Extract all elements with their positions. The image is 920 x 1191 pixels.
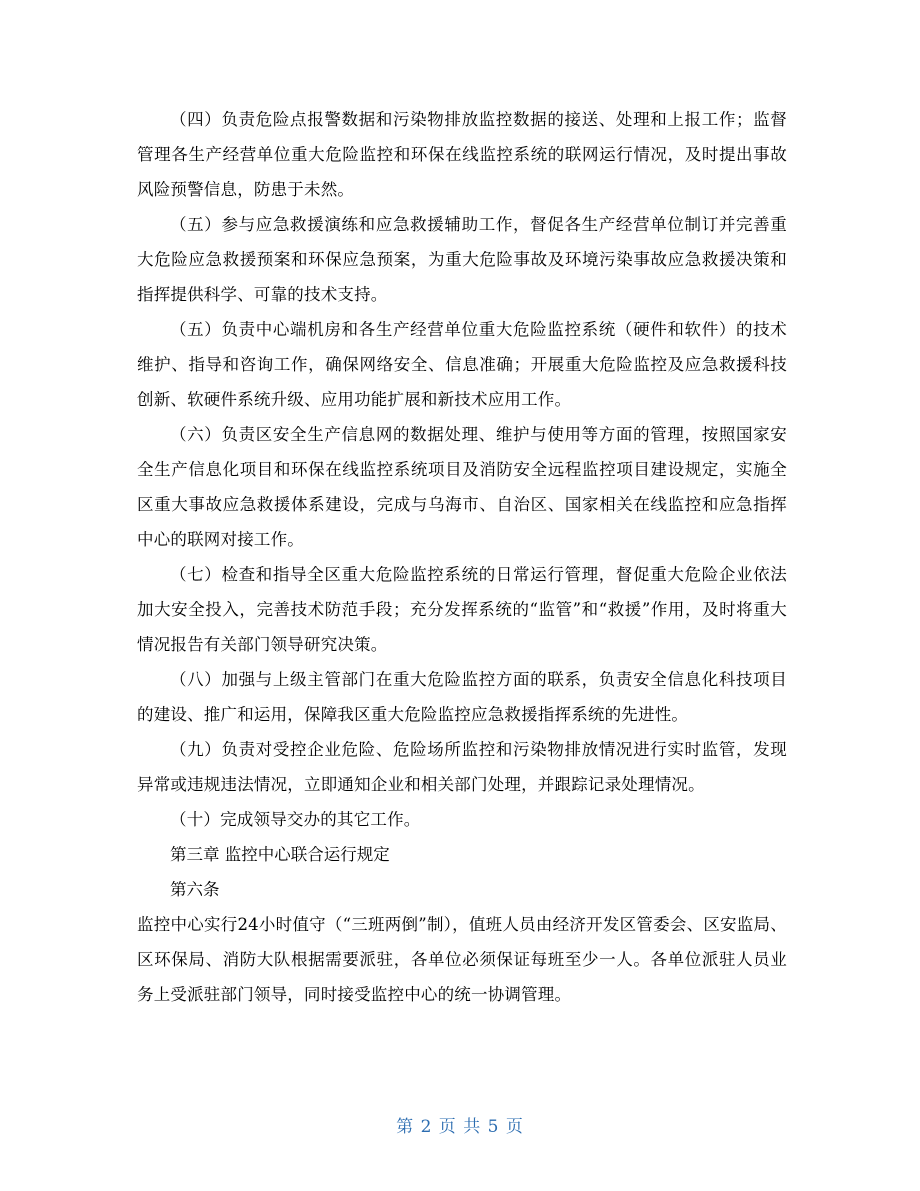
paragraph-6: （六）负责区安全生产信息网的数据处理、维护与使用等方面的管理，按照国家安全生产信息化项目和环保在线监控系统项目及消防安全远程监控项目建设规定，实施全区重大事故应急救援体系建设，完成与乌海市、自治区、国家相关在线监控和应急指挥中心的联网对接工作。 (137, 425, 787, 549)
chapter-heading: 第三章 监控中心联合运行规定 (170, 845, 390, 864)
page-number-footer: 第 2 页 共 5 页 (396, 1117, 524, 1137)
article-body: 监控中心实行24小时值守（“三班两倒”制），值班人员由经济开发区管委会、区安监局、区环保局、消防大队根据需要派驻，各单位必须保证每班至少一人。各单位派驻人员业务上受派驻部门领导，同时接受监控中心的统一协调管理。 (137, 915, 787, 1004)
paragraph-7: （七）检查和指导全区重大危险监控系统的日常运行管理，督促重大危险企业依法加大安全投入，完善技术防范手段；充分发挥系统的“监管”和“救援”作用，及时将重大情况报告有关部门领导研究决策。 (137, 565, 787, 654)
document-body (137, 102, 787, 1012)
paragraph-10: （十）完成领导交办的其它工作。 (170, 810, 421, 829)
paragraph-9: （九）负责对受控企业危险、危险场所监控和污染物排放情况进行实时监管，发现异常或违规违法情况，立即通知企业和相关部门处理，并跟踪记录处理情况。 (137, 740, 787, 794)
paragraph-5a: （五）参与应急救援演练和应急救援辅助工作，督促各生产经营单位制订并完善重大危险应急救援预案和环保应急预案，为重大危险事故及环境污染事故应急救援决策和指挥提供科学、可靠的技术支持。 (137, 215, 787, 304)
paragraph-4: （四）负责危险点报警数据和污染物排放监控数据的接送、处理和上报工作；监督管理各生产经营单位重大危险监控和环保在线监控系统的联网运行情况，及时提出事故风险预警信息，防患于未然。 (137, 110, 787, 199)
article-heading: 第六条 (170, 880, 220, 899)
paragraph-5b: （五）负责中心端机房和各生产经营单位重大危险监控系统（硬件和软件）的技术维护、指导和咨询工作，确保网络安全、信息准确；开展重大危险监控及应急救援科技创新、软硬件系统升级、应用功能扩展和新技术应用工作。 (137, 320, 787, 409)
paragraph-8: （八）加强与上级主管部门在重大危险监控方面的联系，负责安全信息化科技项目的建设、推广和运用，保障我区重大危险监控应急救援指挥系统的先进性。 (137, 670, 787, 724)
